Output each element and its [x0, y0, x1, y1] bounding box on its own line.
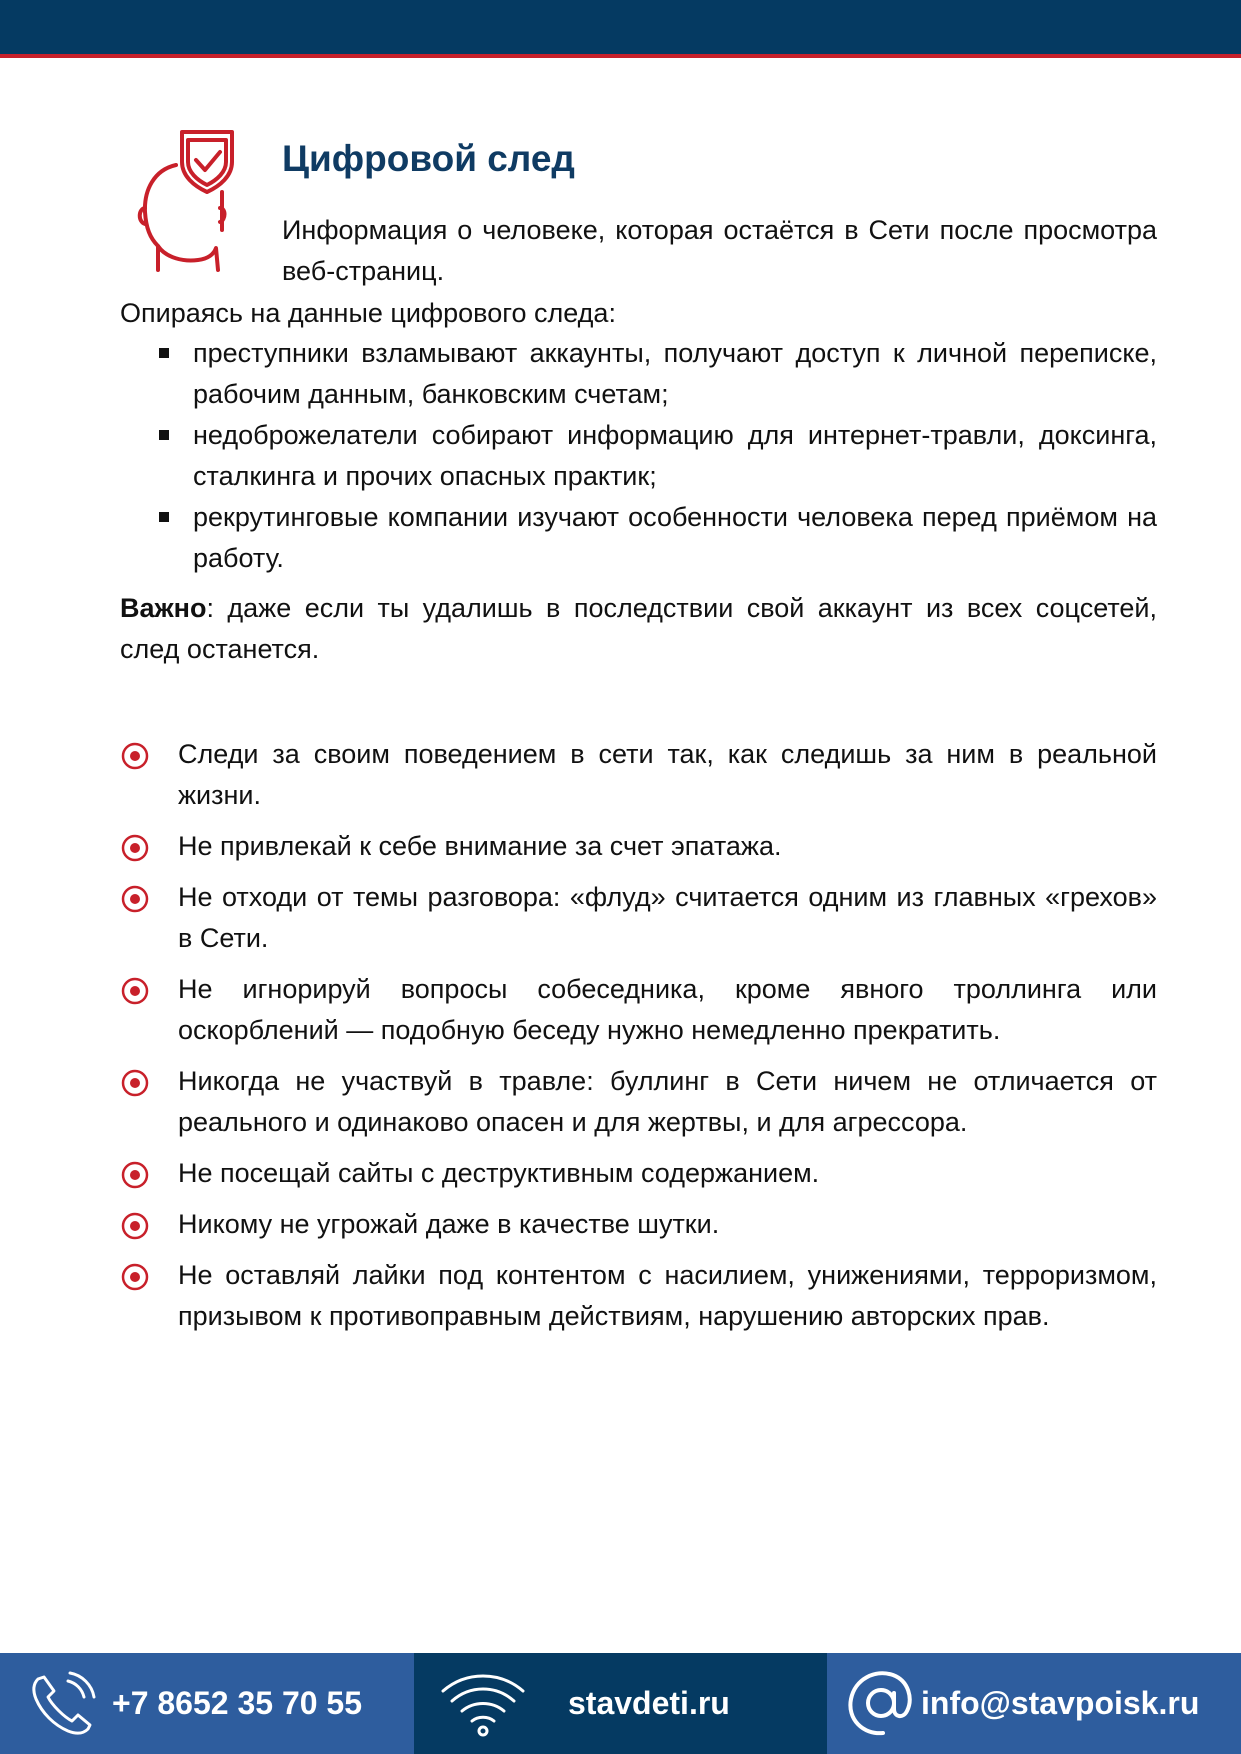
- target-bullet-icon: [120, 976, 150, 1006]
- top-bar: [0, 0, 1241, 54]
- list-item: недоброжелатели собирают информацию для интернет-травли, доксинга, сталкинга и прочих опасных практик;: [193, 415, 1157, 497]
- target-bullet-icon: [120, 741, 150, 771]
- site-link: stavdeti.ru: [568, 1685, 730, 1721]
- target-bullet-icon: [120, 1068, 150, 1098]
- important-note: [120, 588, 1157, 670]
- list-item: Не посещай сайты с деструктивным содержанием.: [120, 1153, 1157, 1194]
- risk-list: [193, 333, 1157, 579]
- square-bullet-icon: [159, 430, 169, 440]
- list-item: Не оставляй лайки под контентом с насилием, унижениями, терроризмом, призывом к противоправным действиям, нарушению авторских прав.: [120, 1255, 1157, 1337]
- list-item: Никому не угрожай даже в качестве шутки.: [120, 1204, 1157, 1245]
- important-label: Важно: [120, 593, 207, 623]
- phone-icon: [28, 1669, 98, 1739]
- square-bullet-icon: [159, 348, 169, 358]
- rules-list: [120, 734, 1157, 1347]
- important-text: : даже если ты удалишь в последствии свой аккаунт из всех соцсетей, след останется.: [120, 593, 1157, 664]
- footer-site[interactable]: [414, 1653, 827, 1754]
- target-bullet-icon: [120, 833, 150, 863]
- phone-number: +7 8652 35 70 55: [112, 1685, 363, 1721]
- footer-email[interactable]: [827, 1653, 1241, 1754]
- target-bullet-icon: [120, 1160, 150, 1190]
- footer-bar: [0, 1653, 1241, 1754]
- intro-text: Опираясь на данные цифрового следа:: [120, 298, 616, 328]
- page-title: Цифровой след: [282, 138, 575, 179]
- list-item: Не игнорируй вопросы собеседника, кроме явного троллинга или оскорблений — подобную беседу нужно немедленно прекратить.: [120, 969, 1157, 1051]
- head-shield-icon: [136, 130, 246, 280]
- definition-text: Информация о человеке, которая остаётся в Сети после просмотра веб-страниц.: [282, 215, 1157, 286]
- list-item: Не привлекай к себе внимание за счет эпатажа.: [120, 826, 1157, 867]
- list-item: Следи за своим поведением в сети так, как следишь за ним в реальной жизни.: [120, 734, 1157, 816]
- list-item: Не отходи от темы разговора: «флуд» считается одним из главных «грехов» в Сети.: [120, 877, 1157, 959]
- email-link: info@stavpoisk.ru: [921, 1685, 1200, 1721]
- list-item: преступники взламывают аккаунты, получают доступ к личной переписке, рабочим данным, банковским счетам;: [193, 333, 1157, 415]
- square-bullet-icon: [159, 512, 169, 522]
- list-item: рекрутинговые компании изучают особенности человека перед приёмом на работу.: [193, 497, 1157, 579]
- at-sign-icon: [845, 1669, 915, 1739]
- target-bullet-icon: [120, 1262, 150, 1292]
- list-item: Никогда не участвуй в травле: буллинг в Сети ничем не отличается от реального и одинаково опасен и для жертвы, и для агрессора.: [120, 1061, 1157, 1143]
- top-bar-accent-line: [0, 54, 1241, 58]
- target-bullet-icon: [120, 884, 150, 914]
- footer-phone[interactable]: [0, 1653, 414, 1754]
- wifi-icon: [438, 1669, 528, 1739]
- target-bullet-icon: [120, 1211, 150, 1241]
